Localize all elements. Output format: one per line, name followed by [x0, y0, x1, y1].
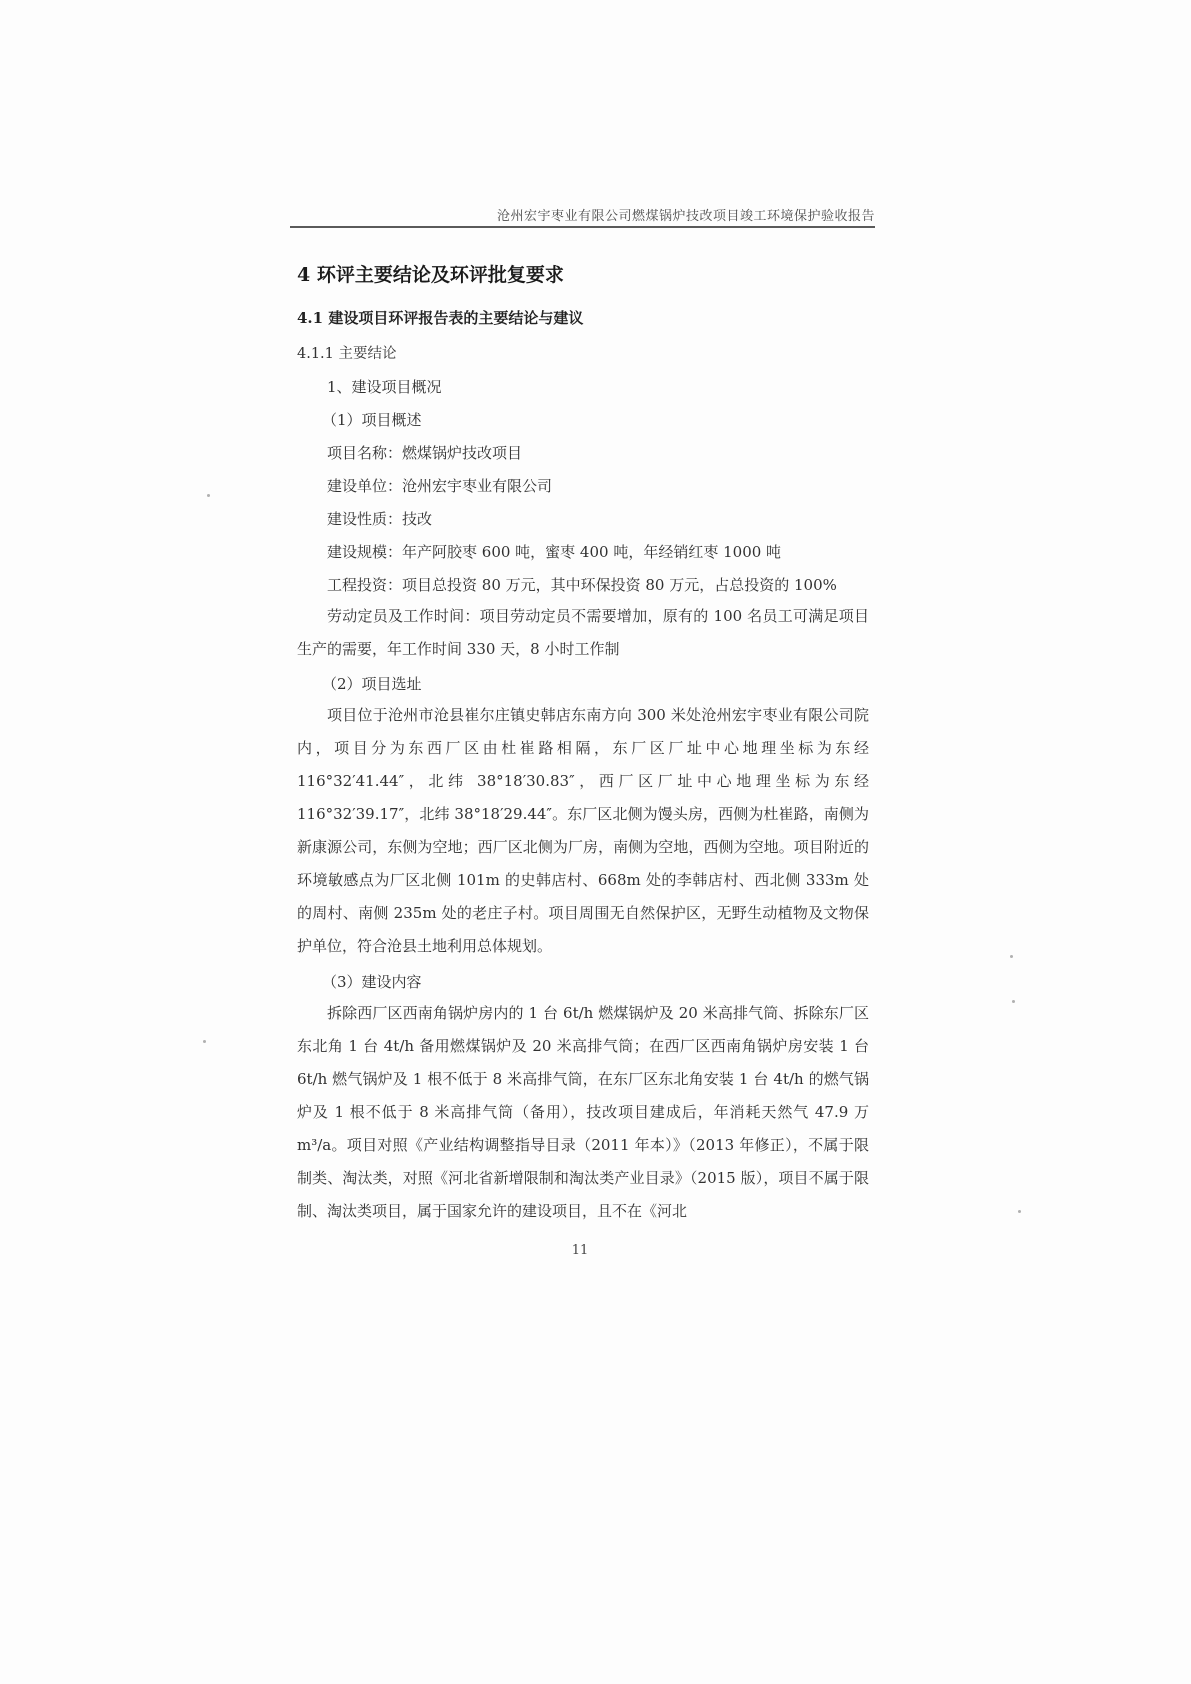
- scan-speck: [1012, 1000, 1015, 1003]
- header-rule: [290, 226, 875, 228]
- content-paragraph: 拆除西厂区西南角锅炉房内的 1 台 6t/h 燃煤锅炉及 20 米高排气筒、拆除东厂区东北角 1 台 4t/h 备用燃煤锅炉及 20 米高排气筒；在西厂区西南角锅炉房安装 1 台 6t/h 燃气锅炉及 1 根不低于 8 米高排气筒，在东厂区东北角安装 1 台 4t/h 的燃气锅炉及 1 根不低于 8 米高排气筒（备用），技改项目建成后，年消耗天然气 47.9 万 m³/a。项目对照《产业结构调整指导目录（2011 年本）》（2013 年修正），不属于限制类、淘汰类，对照《河北省新增限制和淘汰类产业目录》（2015 版），项目不属于限制、淘汰类项目，属于国家允许的建设项目，且不在《河北: [297, 1004, 869, 1220]
- scan-speck: [1018, 1210, 1021, 1213]
- running-header: 沧州宏宇枣业有限公司燃煤锅炉技改项目竣工环境保护验收报告: [496, 209, 875, 224]
- item-heading: 1、建设项目概况: [327, 378, 442, 396]
- subsection-heading: 4.1.1 主要结论: [297, 346, 397, 362]
- scan-speck: [203, 1040, 206, 1043]
- field-labor: 劳动定员及工作时间：项目劳动定员不需要增加，原有的 100 名员工可满足项目生产的需要，年工作时间 330 天，8 小时工作制: [297, 607, 869, 658]
- scan-speck: [1010, 955, 1013, 958]
- site-paragraph: 项目位于沧州市沧县崔尔庄镇史韩店东南方向 300 米处沧州宏宇枣业有限公司院内，项目分为东西厂区由杜崔路相隔，东厂区厂址中心地理坐标为东经 116°32′41.44″，北纬 38°18′30.83″，西厂区厂址中心地理坐标为东经 116°32′39.17″，北纬 38°18′29.44″。东厂区北侧为馒头房，西侧为杜崔路，南侧为新康源公司，东侧为空地；西厂区北侧为厂房，南侧为空地，西侧为空地。项目附近的环境敏感点为厂区北侧 101m 的史韩店村、668m 处的李韩店村、西北侧 333m 处的周村、南侧 235m 处的老庄子村。项目周围无自然保护区，无野生动植物及文物保护单位，符合沧县土地利用总体规划。: [297, 706, 869, 955]
- field-project-name: 项目名称：燃煤锅炉技改项目: [327, 444, 523, 462]
- page-number: 11: [571, 1243, 589, 1258]
- sub-heading-content: （3）建设内容: [322, 973, 422, 991]
- sub-heading-overview: （1）项目概述: [322, 411, 422, 429]
- scan-speck: [207, 494, 210, 497]
- field-scale: 建设规模：年产阿胶枣 600 吨，蜜枣 400 吨，年经销红枣 1000 吨: [327, 543, 782, 561]
- field-nature: 建设性质：技改: [327, 510, 433, 528]
- section-heading: 4.1 建设项目环评报告表的主要结论与建议: [297, 309, 584, 327]
- sub-heading-site: （2）项目选址: [322, 675, 422, 693]
- field-builder: 建设单位：沧州宏宇枣业有限公司: [327, 477, 553, 495]
- chapter-heading: 4 环评主要结论及环评批复要求: [297, 264, 564, 286]
- field-investment: 工程投资：项目总投资 80 万元，其中环保投资 80 万元，占总投资的 100%: [327, 576, 837, 594]
